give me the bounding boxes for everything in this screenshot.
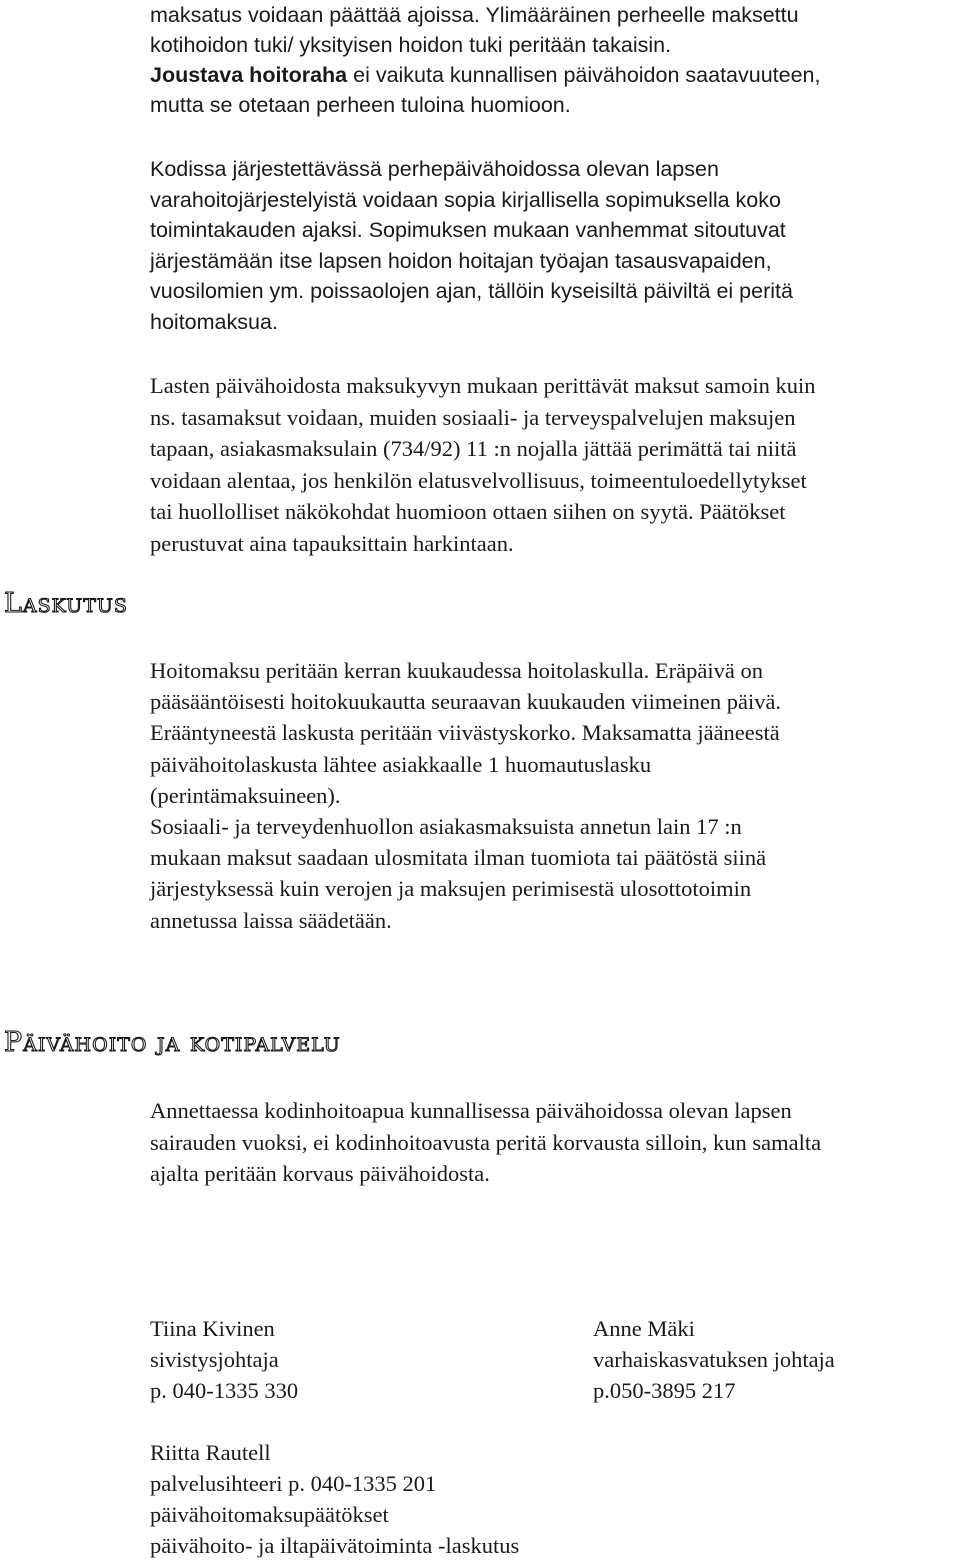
text-line: ajalta peritään korvaus päivähoidosta.: [150, 1161, 490, 1186]
contact-title-phone: palvelusihteeri p. 040-1335 201: [150, 1471, 437, 1496]
signature-right: [593, 1313, 835, 1406]
heading-text: Päivähoito ja kotipalvelu: [4, 1027, 341, 1058]
text-line: perustuvat aina tapauksittain harkintaan.: [150, 530, 514, 556]
signatory-name: Anne Mäki: [593, 1316, 695, 1341]
text-line: Lasten päivähoidosta maksukyvyn mukaan perittävät maksut samoin kuin: [150, 373, 816, 398]
text-line: mutta se otetaan perheen tuloina huomioon.: [150, 93, 571, 117]
heading-text: Laskutus: [4, 588, 128, 619]
signatory-phone: p. 040-1335 330: [150, 1378, 299, 1403]
bold-term: Joustava hoitoraha: [150, 63, 348, 87]
text-line: tai huollolliset näkökohdat huomioon ottaen siihen on syytä. Päätökset: [150, 499, 786, 524]
text-line: ns. tasamaksut voidaan, muiden sosiaali- ja terveyspalvelujen maksujen: [150, 404, 796, 430]
text-line: maksatus voidaan päättää ajoissa. Ylimääräinen perheelle maksettu: [150, 3, 799, 27]
signatory-phone: p.050-3895 217: [593, 1378, 736, 1403]
text-line: sairauden vuoksi, ei kodinhoitoavusta peritä korvausta silloin, kun samalta: [150, 1129, 822, 1155]
text-line: järjestyksessä kuin verojen ja maksujen perimisestä ulosottotoimin: [150, 876, 752, 902]
contact-block: [150, 1437, 519, 1561]
signatory-title: varhaiskasvatuksen johtaja: [593, 1347, 835, 1372]
text-line: hoitomaksua.: [150, 309, 278, 334]
fee-reduction-paragraph: [150, 370, 960, 559]
contact-role: päivähoitomaksupäätökset: [150, 1502, 389, 1527]
text-line: Annettaessa kodinhoitoapua kunnallisessa päivähoidossa olevan lapsen: [150, 1098, 792, 1123]
text-line: pääsääntöisesti hoitokuukautta seuraavan kuukauden viimeinen päivä.: [150, 689, 782, 715]
text-line: [150, 60, 960, 90]
text-line: voidaan alentaa, jos henkilön elatusvelvollisuus, toimeentuloedellytykset: [150, 467, 807, 493]
home-help-paragraph: [150, 1095, 960, 1190]
contact-name: Riitta Rautell: [150, 1440, 271, 1465]
varahoito-paragraph: [150, 154, 960, 337]
text-line: mukaan maksut saadaan ulosmitata ilman tuomiota tai päätöstä siinä: [150, 845, 767, 871]
text-line: päivähoitolaskusta lähtee asiakkaalle 1 huomautuslasku: [150, 751, 652, 777]
text-line: annetussa laissa säädetään.: [150, 907, 392, 933]
text-line: (perintämaksuineen).: [150, 782, 341, 808]
text-line: toimintakauden ajaksi. Sopimuksen mukaan vanhemmat sitoutuvat: [150, 218, 786, 242]
billing-paragraph: [150, 655, 960, 936]
text-line: Sosiaali- ja terveydenhuollon asiakasmaksuista annetun lain 17 :n: [150, 814, 742, 840]
text-line: järjestämään itse lapsen hoidon hoitajan työajan tasausvapaiden,: [150, 248, 772, 273]
contact-role: päivähoito- ja iltapäivätoiminta -laskutus: [150, 1533, 520, 1558]
intro-paragraph: [150, 0, 960, 120]
text-line: tapaan, asiakasmaksulain (734/92) 11 :n nojalla jättää perimättä tai niitä: [150, 436, 797, 461]
text-line: vuosilomien ym. poissaolojen ajan, tällöin kyseisiltä päiviltä ei peritä: [150, 279, 793, 303]
text-fragment: ei vaikuta kunnallisen päivähoidon saatavuuteen,: [347, 63, 821, 87]
text-line: varahoitojärjestelyistä voidaan sopia kirjallisella sopimuksella koko: [150, 187, 781, 212]
text-line: Kodissa järjestettävässä perhepäivähoidossa olevan lapsen: [150, 157, 719, 181]
text-line: Hoitomaksu peritään kerran kuukaudessa hoitolaskulla. Eräpäivä on: [150, 658, 763, 683]
text-line: kotihoidon tuki/ yksityisen hoidon tuki peritään takaisin.: [150, 33, 672, 57]
signatory-name: Tiina Kivinen: [150, 1316, 275, 1341]
text-line: Erääntyneestä laskusta peritään viivästyskorko. Maksamatta jääneestä: [150, 720, 780, 746]
section-heading-kotipalvelu: [4, 1027, 341, 1058]
signature-left: [150, 1313, 298, 1406]
section-heading-laskutus: [4, 588, 128, 619]
signatory-title: sivistysjohtaja: [150, 1347, 279, 1372]
